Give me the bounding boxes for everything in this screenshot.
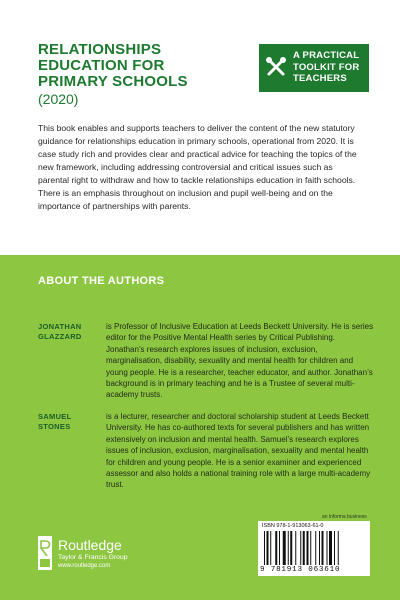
badge-line: TEACHERS xyxy=(293,73,347,84)
barcode-bars xyxy=(264,531,364,565)
book-description: This book enables and supports teachers to deliver the content of the new statutory guidance for relationships education in primary schools, operational from 2020. It is case study rich and provides clear and practical advice for teaching the topics of the new framework, including addressing controversial and critical issues such as parental right to withdraw and how to tackle relationships education in faith schools. There is an emphasis throughout on inclusion and pupil well-being and on the importance of partnerships with parents. xyxy=(38,123,357,211)
tools-icon xyxy=(265,56,287,78)
author-name-stones xyxy=(38,412,98,432)
barcode-number: 9 781913 063610 xyxy=(260,566,341,574)
publisher-group: Taylor & Francis Group xyxy=(58,554,128,561)
author-name-line: JONATHAN xyxy=(38,322,82,331)
author-name-line: SAMUEL xyxy=(38,412,72,421)
isbn-text: ISBN 978-1-913063-61-0 xyxy=(262,523,324,529)
author-bio-glazzard: is Professor of Inclusive Education at Leeds Beckett University. He is series editor for the Positive Mental Health series by Critical Publishing. Jonathan’s research explores issues of inclusion, exclusion, marginalisation, disability, sexuality and mental health for children and young people. He is a researcher, teacher educator, and author. Jonathan’s background is in primary teaching and he is a Trustee of several multi-academy trusts. xyxy=(106,322,374,400)
book-year: (2020) xyxy=(38,91,79,107)
publisher-name: Routledge xyxy=(58,537,122,553)
publisher-url: www.routledge.com xyxy=(58,563,111,569)
barcode-header: an informa business xyxy=(322,514,367,520)
badge-line: TOOLKIT FOR xyxy=(293,61,360,73)
author-name-line: GLAZZARD xyxy=(38,332,82,341)
publisher-block xyxy=(38,532,198,576)
routledge-logo xyxy=(38,536,52,570)
title-line: PRIMARY SCHOOLS xyxy=(38,73,188,90)
title-line: EDUCATION FOR xyxy=(38,57,165,74)
title-line: RELATIONSHIPS xyxy=(38,41,162,58)
book-title xyxy=(38,42,248,90)
badge-text xyxy=(293,50,369,85)
toolkit-badge xyxy=(259,44,369,92)
author-name-line: STONES xyxy=(38,422,71,431)
author-name-glazzard xyxy=(38,322,98,342)
about-authors-heading: ABOUT THE AUTHORS xyxy=(38,275,165,287)
author-bio-stones: is a lecturer, researcher and doctoral scholarship student at Leeds Beckett University. He has co-authored texts for several publishers and has written extensively on inclusion and mental health. Samuel’s research explores issues of inclusion, exclusion, marginalisation, sexuality and mental health for children and young people. He is a senior examiner and experienced assessor and also holds a national training role with a large multi-academy trust. xyxy=(106,412,371,490)
barcode-box xyxy=(258,521,370,576)
badge-line: A PRACTICAL xyxy=(293,50,360,61)
